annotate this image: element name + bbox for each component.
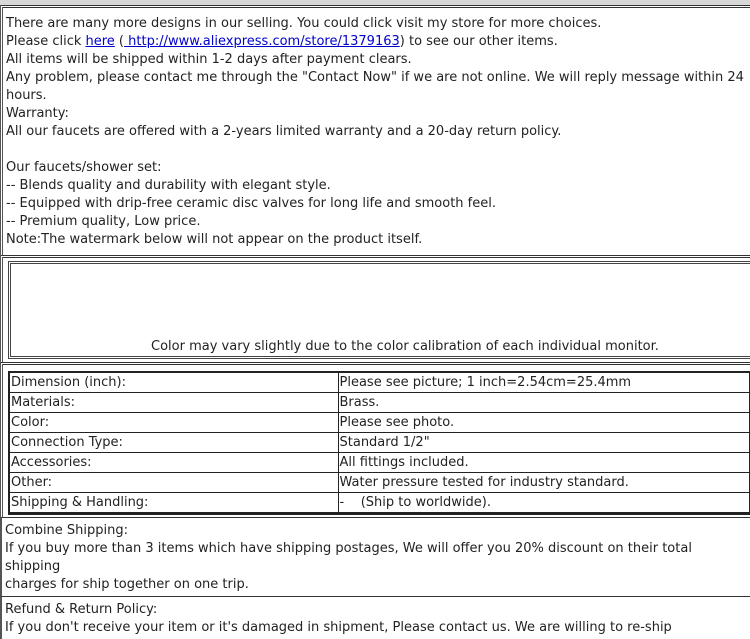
intro-line: There are many more designs in our selling. You could click visit my store for more choices.	[6, 16, 602, 31]
table-row	[9, 372, 750, 393]
contact-line: Any problem, please contact me through the "Contact Now" if we are not online. We will reply message within 24 hours.	[6, 70, 744, 103]
spec-value: Standard 1/2"	[338, 433, 750, 453]
intro-section	[0, 5, 750, 255]
text: Please click	[6, 34, 86, 49]
store-url-link[interactable]: http://www.aliexpress.com/store/1379163	[124, 34, 400, 49]
watermark-note: Note:The watermark below will not appear on the product itself.	[6, 232, 423, 247]
feature-item: -- Premium quality, Low price.	[6, 214, 201, 229]
here-link[interactable]: here	[85, 34, 115, 49]
refund-text: If you don't receive your item or it's damaged in shipment, Please contact us. We are willing to re-ship	[5, 620, 672, 635]
combine-text: If you buy more than 3 items which have shipping postages, We will offer you 20% discount on their total shipping	[5, 541, 692, 574]
image-section	[0, 255, 750, 362]
spec-label: Shipping & Handling:	[9, 493, 338, 514]
spec-label: Other:	[9, 473, 338, 493]
product-image-area	[8, 261, 750, 359]
spec-value: All fittings included.	[338, 453, 750, 473]
specs-section	[0, 362, 750, 517]
specs-table	[8, 371, 750, 515]
spec-label: Color:	[9, 413, 338, 433]
table-row	[9, 473, 750, 493]
shipping-line: All items will be shipped within 1-2 days after payment clears.	[6, 52, 412, 67]
refund-section	[0, 596, 750, 639]
spec-label: Accessories:	[9, 453, 338, 473]
spec-label: Materials:	[9, 393, 338, 413]
combine-shipping-section	[0, 517, 750, 596]
spec-value: Water pressure tested for industry standard.	[338, 473, 750, 493]
spec-value: Please see photo.	[338, 413, 750, 433]
table-row	[9, 393, 750, 413]
table-row	[9, 433, 750, 453]
spec-value: - (Ship to worldwide).	[338, 493, 750, 514]
spec-value: Brass.	[338, 393, 750, 413]
combine-title: Combine Shipping:	[5, 523, 129, 538]
table-row	[9, 453, 750, 473]
table-row	[9, 493, 750, 514]
text: ) to see our other items.	[399, 34, 558, 49]
store-link-line	[6, 33, 747, 51]
warranty-title: Warranty:	[6, 106, 69, 121]
spec-label: Dimension (inch):	[9, 372, 338, 393]
combine-text: charges for ship together on one trip.	[5, 577, 249, 592]
features-title: Our faucets/shower set:	[6, 160, 162, 175]
text: (	[114, 34, 125, 49]
table-row	[9, 413, 750, 433]
feature-item: -- Blends quality and durability with elegant style.	[6, 178, 331, 193]
color-caption: Color may vary slightly due to the color calibration of each individual monitor.	[151, 339, 659, 354]
spec-value: Please see picture; 1 inch=2.54cm=25.4mm	[338, 372, 750, 393]
feature-item: -- Equipped with drip-free ceramic disc valves for long life and smooth feel.	[6, 196, 496, 211]
spec-label: Connection Type:	[9, 433, 338, 453]
warranty-text: All our faucets are offered with a 2-years limited warranty and a 20-day return policy.	[6, 124, 562, 139]
refund-title: Refund & Return Policy:	[5, 602, 158, 617]
